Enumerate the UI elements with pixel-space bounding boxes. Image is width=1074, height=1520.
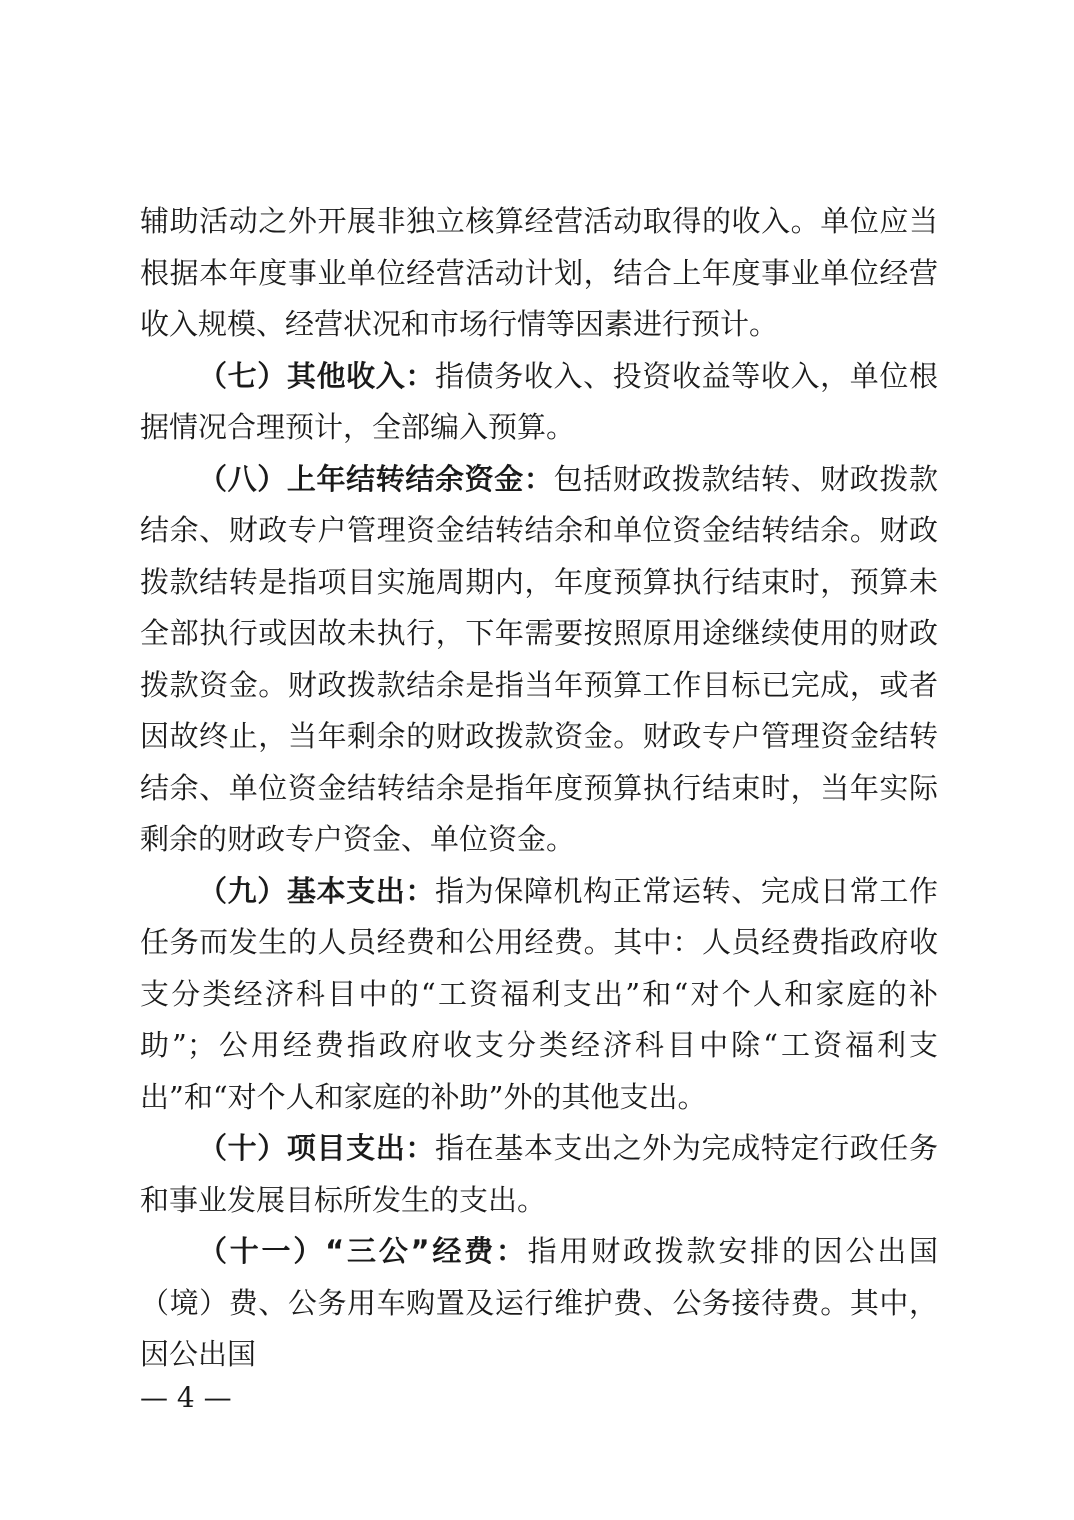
paragraph-other-income bbox=[140, 351, 938, 454]
paragraph-text: 指债务收入、投资收益等收入，单位根据情况合理预计，全部编入预算。 bbox=[140, 358, 938, 444]
document-body bbox=[140, 196, 938, 1381]
paragraph-text: 指在基本支出之外为完成特定行政任务和事业发展目标所发生的支出。 bbox=[140, 1131, 938, 1217]
paragraph-carryover-funds bbox=[140, 454, 938, 866]
paragraph-text: 指为保障机构正常运转、完成日常工作任务而发生的人员经费和公用经费。其中：人员经费指政府收支分类经济科目中的“工资福利支出”和“对个人和家庭的补助”；公用经费指政府收支分类经济科目中除“工资福利支出”和“对个人和家庭的补助”外的其他支出。 bbox=[140, 873, 938, 1114]
paragraph-three-public-expenses bbox=[140, 1226, 938, 1381]
page-number: — 4 — bbox=[140, 1381, 232, 1414]
paragraph-text: 指用财政拨款安排的因公出国（境）费、公务用车购置及运行维护费、公务接待费。其中，因公出国 bbox=[140, 1234, 938, 1371]
paragraph-heading: （八）上年结转结余资金： bbox=[198, 461, 554, 496]
paragraph-heading: （九）基本支出： bbox=[198, 873, 435, 908]
paragraph-heading: （十一）“三公”经费： bbox=[198, 1234, 528, 1268]
paragraph-text: 包括财政拨款结转、财政拨款结余、财政专户管理资金结转结余和单位资金结转结余。财政拨款结转是指项目实施周期内，年度预算执行结束时，预算未全部执行或因故未执行，下年需要按照原用途继续使用的财政拨款资金。财政拨款结余是指当年预算工作目标已完成，或者因故终止，当年剩余的财政拨款资金。财政专户管理资金结转结余、单位资金结转结余是指年度预算执行结束时，当年实际剩余的财政专户资金、单位资金。 bbox=[140, 461, 938, 856]
paragraph-heading: （十）项目支出： bbox=[198, 1131, 435, 1165]
paragraph-text: 辅助活动之外开展非独立核算经营活动取得的收入。单位应当根据本年度事业单位经营活动计划，结合上年度事业单位经营收入规模、经营状况和市场行情等因素进行预计。 bbox=[140, 204, 938, 341]
paragraph-basic-expenditure bbox=[140, 866, 938, 1124]
paragraph-heading: （七）其他收入： bbox=[198, 358, 435, 393]
paragraph-project-expenditure bbox=[140, 1123, 938, 1226]
paragraph-business-income-continued bbox=[140, 196, 938, 351]
